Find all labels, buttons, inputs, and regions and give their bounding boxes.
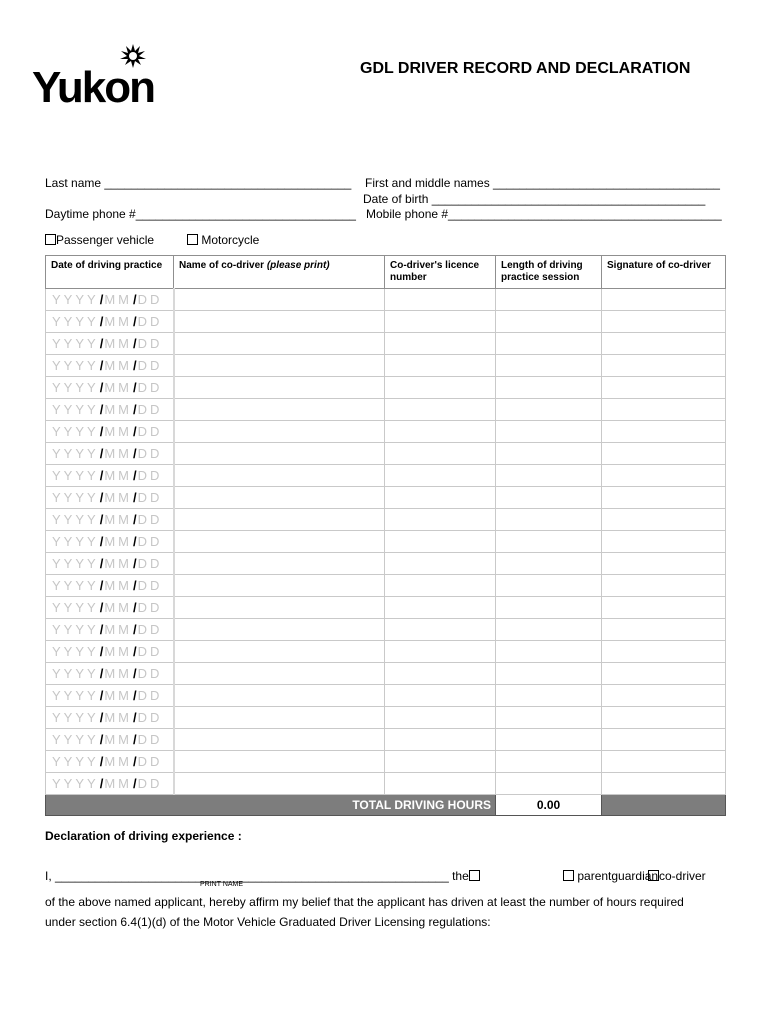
- date-separator: /: [99, 666, 104, 681]
- form-title: GDL DRIVER RECORD AND DECLARATION: [360, 60, 691, 77]
- date-day-placeholder: DD: [137, 314, 163, 329]
- date-day-placeholder: DD: [137, 512, 163, 527]
- date-separator: /: [99, 710, 104, 725]
- co-driver-name-cell[interactable]: [174, 597, 385, 619]
- signature-cell[interactable]: [602, 531, 726, 553]
- date-year-placeholder: YYYY: [52, 314, 99, 329]
- date-separator: /: [99, 402, 104, 417]
- date-separator: /: [132, 732, 137, 747]
- declaration-line-3: under section 6.4(1)(d) of the Motor Vehicle Graduated Driver Licensing regulations:: [45, 915, 491, 929]
- date-day-placeholder: DD: [137, 732, 163, 747]
- licence-number-cell[interactable]: [385, 685, 496, 707]
- date-day-placeholder: DD: [137, 688, 163, 703]
- table-row: [46, 575, 726, 597]
- first-names-field[interactable]: First and middle names __________________________________: [365, 176, 720, 190]
- table-row: [46, 773, 726, 795]
- signature-cell[interactable]: [602, 641, 726, 663]
- table-header-row: [46, 256, 726, 289]
- date-month-placeholder: MM: [104, 710, 132, 725]
- date-year-placeholder: YYYY: [52, 600, 99, 615]
- date-input-cell[interactable]: [46, 575, 174, 597]
- date-separator: /: [99, 512, 104, 527]
- date-separator: /: [99, 556, 104, 571]
- signature-cell[interactable]: [602, 289, 726, 311]
- date-year-placeholder: YYYY: [52, 512, 99, 527]
- date-input-cell[interactable]: [46, 465, 174, 487]
- session-length-cell[interactable]: [496, 421, 602, 443]
- co-driver-name-cell[interactable]: [174, 421, 385, 443]
- signature-cell[interactable]: [602, 333, 726, 355]
- licence-number-cell[interactable]: [385, 421, 496, 443]
- date-input-cell[interactable]: [46, 355, 174, 377]
- date-month-placeholder: MM: [104, 688, 132, 703]
- signature-cell[interactable]: [602, 443, 726, 465]
- date-separator: /: [99, 446, 104, 461]
- date-input-cell[interactable]: [46, 289, 174, 311]
- date-month-placeholder: MM: [104, 666, 132, 681]
- date-separator: /: [99, 336, 104, 351]
- licence-number-cell[interactable]: [385, 707, 496, 729]
- date-separator: /: [99, 776, 104, 791]
- date-month-placeholder: MM: [104, 578, 132, 593]
- session-length-cell[interactable]: [496, 289, 602, 311]
- session-length-cell[interactable]: [496, 597, 602, 619]
- session-length-cell[interactable]: [496, 575, 602, 597]
- date-year-placeholder: YYYY: [52, 644, 99, 659]
- date-month-placeholder: MM: [104, 424, 132, 439]
- licence-number-cell[interactable]: [385, 663, 496, 685]
- co-driver-name-cell[interactable]: [174, 641, 385, 663]
- date-input-cell[interactable]: [46, 443, 174, 465]
- date-month-placeholder: MM: [104, 534, 132, 549]
- table-row: [46, 641, 726, 663]
- driving-log-table: [45, 255, 726, 816]
- header-co-driver-name: [174, 256, 385, 289]
- declaration-line-2: of the above named applicant, hereby affirm my belief that the applicant has driven at least the number of hours required: [45, 895, 684, 909]
- date-separator: /: [132, 314, 137, 329]
- co-driver-name-cell[interactable]: [174, 465, 385, 487]
- table-row: [46, 377, 726, 399]
- date-separator: /: [132, 380, 137, 395]
- co-driver-name-cell[interactable]: [174, 355, 385, 377]
- date-year-placeholder: YYYY: [52, 732, 99, 747]
- header-length: Length of driving practice session: [496, 256, 602, 289]
- session-length-cell[interactable]: [496, 729, 602, 751]
- motorcycle-label: Motorcycle: [201, 233, 260, 247]
- co-driver-name-cell[interactable]: [174, 553, 385, 575]
- date-year-placeholder: YYYY: [52, 666, 99, 681]
- date-separator: /: [132, 336, 137, 351]
- date-input-cell[interactable]: [46, 751, 174, 773]
- session-length-cell[interactable]: [496, 487, 602, 509]
- date-separator: /: [99, 578, 104, 593]
- total-empty-cell: [602, 795, 726, 816]
- date-input-cell[interactable]: [46, 421, 174, 443]
- licence-number-cell[interactable]: [385, 377, 496, 399]
- session-length-cell[interactable]: [496, 663, 602, 685]
- table-row: [46, 729, 726, 751]
- signature-cell[interactable]: [602, 465, 726, 487]
- date-day-placeholder: DD: [137, 490, 163, 505]
- date-separator: /: [99, 292, 104, 307]
- signature-cell[interactable]: [602, 597, 726, 619]
- date-input-cell[interactable]: [46, 619, 174, 641]
- date-day-placeholder: DD: [137, 710, 163, 725]
- signature-cell[interactable]: [602, 487, 726, 509]
- session-length-cell[interactable]: [496, 553, 602, 575]
- licence-number-cell[interactable]: [385, 311, 496, 333]
- role-options: [563, 866, 658, 886]
- session-length-cell[interactable]: [496, 355, 602, 377]
- table-row: [46, 509, 726, 531]
- licence-number-cell[interactable]: [385, 487, 496, 509]
- last-name-field[interactable]: Last name _____________________________________: [45, 176, 352, 190]
- date-month-placeholder: MM: [104, 468, 132, 483]
- licence-number-cell[interactable]: [385, 333, 496, 355]
- date-year-placeholder: YYYY: [52, 754, 99, 769]
- date-separator: /: [99, 754, 104, 769]
- co-driver-name-cell[interactable]: [174, 685, 385, 707]
- signature-cell[interactable]: [602, 773, 726, 795]
- declaration-line-1: [45, 866, 480, 886]
- session-length-cell[interactable]: [496, 311, 602, 333]
- table-row: [46, 751, 726, 773]
- licence-number-cell[interactable]: [385, 751, 496, 773]
- date-month-placeholder: MM: [104, 776, 132, 791]
- date-year-placeholder: YYYY: [52, 556, 99, 571]
- licence-number-cell[interactable]: [385, 289, 496, 311]
- signature-cell[interactable]: [602, 421, 726, 443]
- date-year-placeholder: YYYY: [52, 380, 99, 395]
- date-year-placeholder: YYYY: [52, 490, 99, 505]
- date-day-placeholder: DD: [137, 424, 163, 439]
- table-row: [46, 333, 726, 355]
- date-separator: /: [132, 776, 137, 791]
- date-input-cell[interactable]: [46, 597, 174, 619]
- co-driver-name-cell[interactable]: [174, 773, 385, 795]
- co-driver-checkbox[interactable]: [648, 870, 659, 881]
- table-row: [46, 597, 726, 619]
- table-row: [46, 399, 726, 421]
- date-month-placeholder: MM: [104, 556, 132, 571]
- guardian-label: guardian: [611, 869, 659, 883]
- date-of-birth-field[interactable]: Date of birth _________________________________________: [363, 192, 706, 206]
- date-separator: /: [132, 666, 137, 681]
- header-licence: Co-driver's licence number: [385, 256, 496, 289]
- date-separator: /: [132, 446, 137, 461]
- date-separator: /: [99, 732, 104, 747]
- date-day-placeholder: DD: [137, 292, 163, 307]
- date-separator: /: [132, 710, 137, 725]
- date-year-placeholder: YYYY: [52, 358, 99, 373]
- co-driver-name-cell[interactable]: [174, 575, 385, 597]
- date-separator: /: [132, 512, 137, 527]
- date-day-placeholder: DD: [137, 402, 163, 417]
- co-driver-name-cell[interactable]: [174, 509, 385, 531]
- session-length-cell[interactable]: [496, 773, 602, 795]
- date-separator: /: [132, 644, 137, 659]
- co-driver-name-cell[interactable]: [174, 399, 385, 421]
- date-input-cell[interactable]: [46, 707, 174, 729]
- total-hours-label: TOTAL DRIVING HOURS: [46, 795, 496, 816]
- licence-number-cell[interactable]: [385, 531, 496, 553]
- date-day-placeholder: DD: [137, 534, 163, 549]
- passenger-vehicle-option[interactable]: [45, 233, 154, 247]
- date-separator: /: [99, 468, 104, 483]
- declaration-title: Declaration of driving experience :: [45, 829, 242, 843]
- date-month-placeholder: MM: [104, 292, 132, 307]
- daytime-phone-field[interactable]: Daytime phone #_________________________________: [45, 207, 356, 221]
- signature-cell[interactable]: [602, 553, 726, 575]
- passenger-vehicle-checkbox[interactable]: [45, 234, 56, 245]
- date-separator: /: [99, 380, 104, 395]
- table-row: [46, 311, 726, 333]
- signature-cell[interactable]: [602, 355, 726, 377]
- date-separator: /: [132, 534, 137, 549]
- co-driver-name-cell[interactable]: [174, 377, 385, 399]
- co-driver-name-cell[interactable]: [174, 751, 385, 773]
- signature-cell[interactable]: [602, 575, 726, 597]
- date-input-cell[interactable]: [46, 487, 174, 509]
- co-driver-name-cell[interactable]: [174, 333, 385, 355]
- passenger-vehicle-label: Passenger vehicle: [56, 233, 155, 247]
- date-year-placeholder: YYYY: [52, 534, 99, 549]
- print-name-field[interactable]: I, ___________________________________________________________ the: [45, 869, 469, 883]
- session-length-cell[interactable]: [496, 443, 602, 465]
- session-length-cell[interactable]: [496, 333, 602, 355]
- session-length-cell[interactable]: [496, 377, 602, 399]
- table-row: [46, 619, 726, 641]
- parent-label: parent: [577, 869, 612, 883]
- signature-cell[interactable]: [602, 663, 726, 685]
- co-driver-name-cell[interactable]: [174, 531, 385, 553]
- signature-cell[interactable]: [602, 399, 726, 421]
- date-day-placeholder: DD: [137, 556, 163, 571]
- date-year-placeholder: YYYY: [52, 688, 99, 703]
- date-day-placeholder: DD: [137, 578, 163, 593]
- date-month-placeholder: MM: [104, 402, 132, 417]
- date-input-cell[interactable]: [46, 641, 174, 663]
- date-separator: /: [99, 490, 104, 505]
- date-month-placeholder: MM: [104, 446, 132, 461]
- licence-number-cell[interactable]: [385, 509, 496, 531]
- session-length-cell[interactable]: [496, 641, 602, 663]
- date-separator: /: [132, 402, 137, 417]
- signature-cell[interactable]: [602, 751, 726, 773]
- parent-checkbox[interactable]: [563, 870, 574, 881]
- header-name-note: (please print): [266, 260, 330, 271]
- date-day-placeholder: DD: [137, 380, 163, 395]
- signature-cell[interactable]: [602, 685, 726, 707]
- date-separator: /: [99, 424, 104, 439]
- licence-number-cell[interactable]: [385, 773, 496, 795]
- date-separator: /: [132, 578, 137, 593]
- yukon-logo: [30, 44, 175, 106]
- svg-text:Yukon: Yukon: [32, 63, 155, 106]
- co-driver-name-cell[interactable]: [174, 707, 385, 729]
- date-separator: /: [99, 358, 104, 373]
- date-input-cell[interactable]: [46, 729, 174, 751]
- date-separator: /: [132, 754, 137, 769]
- date-separator: /: [132, 468, 137, 483]
- date-year-placeholder: YYYY: [52, 292, 99, 307]
- date-year-placeholder: YYYY: [52, 424, 99, 439]
- date-input-cell[interactable]: [46, 509, 174, 531]
- table-row: [46, 707, 726, 729]
- first-role-checkbox[interactable]: [469, 870, 480, 881]
- session-length-cell[interactable]: [496, 531, 602, 553]
- table-row: [46, 465, 726, 487]
- date-separator: /: [132, 358, 137, 373]
- date-month-placeholder: MM: [104, 358, 132, 373]
- signature-cell[interactable]: [602, 707, 726, 729]
- signature-cell[interactable]: [602, 729, 726, 751]
- date-month-placeholder: MM: [104, 380, 132, 395]
- co-driver-name-cell[interactable]: [174, 443, 385, 465]
- co-driver-name-cell[interactable]: [174, 311, 385, 333]
- date-separator: /: [132, 424, 137, 439]
- date-day-placeholder: DD: [137, 336, 163, 351]
- licence-number-cell[interactable]: [385, 355, 496, 377]
- date-year-placeholder: YYYY: [52, 710, 99, 725]
- date-year-placeholder: YYYY: [52, 446, 99, 461]
- table-row: [46, 553, 726, 575]
- date-input-cell[interactable]: [46, 685, 174, 707]
- table-row: [46, 443, 726, 465]
- co-driver-name-cell[interactable]: [174, 619, 385, 641]
- date-day-placeholder: DD: [137, 358, 163, 373]
- licence-number-cell[interactable]: [385, 443, 496, 465]
- licence-number-cell[interactable]: [385, 465, 496, 487]
- date-day-placeholder: DD: [137, 644, 163, 659]
- header-signature: Signature of co-driver: [602, 256, 726, 289]
- header-date: Date of driving practice: [46, 256, 174, 289]
- session-length-cell[interactable]: [496, 465, 602, 487]
- table-row: [46, 663, 726, 685]
- date-input-cell[interactable]: [46, 773, 174, 795]
- date-input-cell[interactable]: [46, 311, 174, 333]
- co-driver-name-cell[interactable]: [174, 729, 385, 751]
- session-length-cell[interactable]: [496, 751, 602, 773]
- date-separator: /: [132, 490, 137, 505]
- date-separator: /: [99, 644, 104, 659]
- licence-number-cell[interactable]: [385, 619, 496, 641]
- date-day-placeholder: DD: [137, 776, 163, 791]
- date-day-placeholder: DD: [137, 754, 163, 769]
- date-year-placeholder: YYYY: [52, 578, 99, 593]
- date-separator: /: [132, 688, 137, 703]
- date-separator: /: [99, 534, 104, 549]
- date-separator: /: [99, 688, 104, 703]
- table-row: [46, 531, 726, 553]
- session-length-cell[interactable]: [496, 685, 602, 707]
- date-day-placeholder: DD: [137, 468, 163, 483]
- signature-cell[interactable]: [602, 311, 726, 333]
- date-month-placeholder: MM: [104, 622, 132, 637]
- session-length-cell[interactable]: [496, 399, 602, 421]
- date-year-placeholder: YYYY: [52, 622, 99, 637]
- mobile-phone-field[interactable]: Mobile phone #_________________________________________: [366, 207, 722, 221]
- co-driver-option: [648, 866, 706, 886]
- licence-number-cell[interactable]: [385, 575, 496, 597]
- date-year-placeholder: YYYY: [52, 336, 99, 351]
- table-row: [46, 421, 726, 443]
- date-input-cell[interactable]: [46, 377, 174, 399]
- date-input-cell[interactable]: [46, 663, 174, 685]
- date-month-placeholder: MM: [104, 314, 132, 329]
- date-year-placeholder: YYYY: [52, 776, 99, 791]
- table-row: [46, 289, 726, 311]
- licence-number-cell[interactable]: [385, 553, 496, 575]
- co-driver-name-cell[interactable]: [174, 487, 385, 509]
- date-separator: /: [99, 314, 104, 329]
- date-separator: /: [132, 622, 137, 637]
- date-month-placeholder: MM: [104, 754, 132, 769]
- session-length-cell[interactable]: [496, 509, 602, 531]
- date-day-placeholder: DD: [137, 600, 163, 615]
- motorcycle-option[interactable]: [187, 233, 259, 247]
- date-input-cell[interactable]: [46, 531, 174, 553]
- total-row: [46, 795, 726, 816]
- header-name-label: Name of co-driver: [179, 260, 267, 271]
- session-length-cell[interactable]: [496, 619, 602, 641]
- date-day-placeholder: DD: [137, 622, 163, 637]
- date-input-cell[interactable]: [46, 553, 174, 575]
- date-month-placeholder: MM: [104, 600, 132, 615]
- date-separator: /: [99, 622, 104, 637]
- licence-number-cell[interactable]: [385, 641, 496, 663]
- total-hours-value[interactable]: 0.00: [496, 795, 602, 816]
- date-month-placeholder: MM: [104, 490, 132, 505]
- date-month-placeholder: MM: [104, 512, 132, 527]
- date-month-placeholder: MM: [104, 732, 132, 747]
- licence-number-cell[interactable]: [385, 597, 496, 619]
- print-name-caption: PRINT NAME: [200, 881, 244, 888]
- licence-number-cell[interactable]: [385, 729, 496, 751]
- date-input-cell[interactable]: [46, 399, 174, 421]
- signature-cell[interactable]: [602, 619, 726, 641]
- signature-cell[interactable]: [602, 377, 726, 399]
- date-month-placeholder: MM: [104, 644, 132, 659]
- co-driver-name-cell[interactable]: [174, 663, 385, 685]
- date-separator: /: [132, 292, 137, 307]
- date-month-placeholder: MM: [104, 336, 132, 351]
- co-driver-label: co-driver: [659, 869, 706, 883]
- table-row: [46, 685, 726, 707]
- table-row: [46, 355, 726, 377]
- licence-number-cell[interactable]: [385, 399, 496, 421]
- date-year-placeholder: YYYY: [52, 468, 99, 483]
- table-row: [46, 487, 726, 509]
- date-separator: /: [99, 600, 104, 615]
- signature-cell[interactable]: [602, 509, 726, 531]
- date-input-cell[interactable]: [46, 333, 174, 355]
- co-driver-name-cell[interactable]: [174, 289, 385, 311]
- motorcycle-checkbox[interactable]: [187, 234, 198, 245]
- date-separator: /: [132, 556, 137, 571]
- date-separator: /: [132, 600, 137, 615]
- date-day-placeholder: DD: [137, 446, 163, 461]
- date-year-placeholder: YYYY: [52, 402, 99, 417]
- session-length-cell[interactable]: [496, 707, 602, 729]
- date-day-placeholder: DD: [137, 666, 163, 681]
